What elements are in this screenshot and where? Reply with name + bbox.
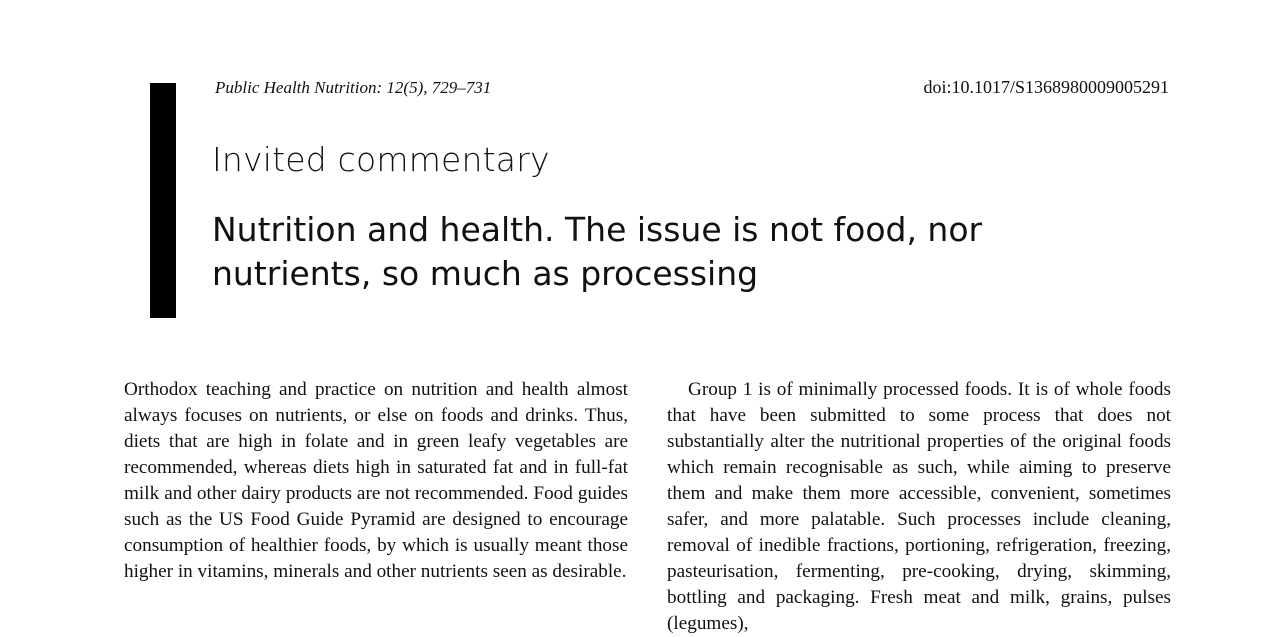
- body-paragraph: Orthodox teaching and practice on nutrition and health almost always focuses on nutrients, or else on foods and drinks. Thus, diets that are high in folate and in green leafy vegetables are recommended, whereas diets high in saturated fat and in full-fat milk and other dairy products are not recommended. Food guides such as the US Food Guide Pyramid are designed to encourage consumption of healthier foods, by which is usually meant those higher in vitamins, minerals and other nutrients seen as desirable.: [124, 379, 628, 582]
- journal-citation: Public Health Nutrition: 12(5), 729–731: [215, 78, 492, 97]
- body-column-right: [667, 377, 1171, 637]
- section-marker-bar: [150, 83, 176, 318]
- body-column-left: [124, 377, 628, 585]
- body-paragraph: Group 1 is of minimally processed foods. It is of whole foods that have been submitted to some process that does not substantially alter the nutritional properties of the original foods which remain recognisable as such, while aiming to preserve them and make them more accessible, convenient, sometimes safer, and more palatable. Such processes include cleaning, removal of inedible fractions, portioning, refrigeration, freezing, pasteurisation, fermenting, pre-cooking, drying, skimming, bottling and packaging. Fresh meat and milk, grains, pulses (legumes),: [667, 379, 1171, 634]
- doi-link[interactable]: doi:10.1017/S1368980009005291: [923, 77, 1169, 97]
- article-title: Nutrition and health. The issue is not food, nor nutrients, so much as processing: [212, 210, 983, 293]
- article-type-label: Invited commentary: [212, 140, 550, 179]
